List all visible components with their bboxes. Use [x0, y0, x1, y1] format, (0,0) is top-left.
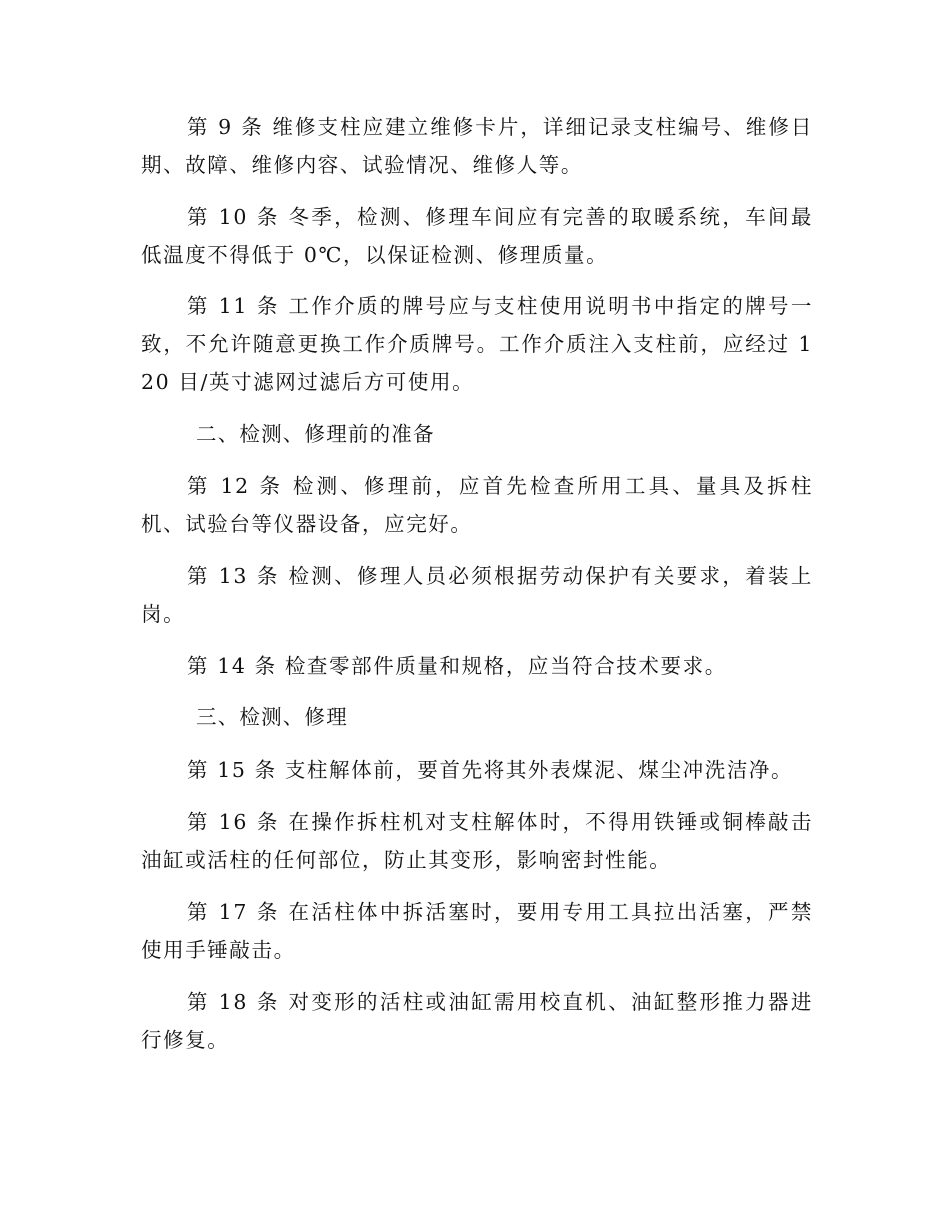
article-13: 第 13 条 检测、修理人员必须根据劳动保护有关要求，着装上岗。: [141, 564, 813, 626]
article-17: 第 17 条 在活柱体中拆活塞时，要用专用工具拉出活塞，严禁使用手锤敲击。: [141, 900, 813, 962]
article-12: 第 12 条 检测、修理前，应首先检查所用工具、量具及拆柱机、试验台等仪器设备，应完好。: [141, 474, 813, 536]
section-heading-2: 二、检测、修理前的准备: [196, 422, 435, 446]
article-16: 第 16 条 在操作拆柱机对支柱解体时，不得用铁锤或铜棒敲击油缸或活柱的任何部位，防止其变形，影响密封性能。: [141, 810, 813, 872]
section-heading-3: 三、检测、修理: [196, 705, 348, 729]
article-15: 第 15 条 支柱解体前，要首先将其外表煤泥、煤尘冲洗洁净。: [187, 758, 794, 782]
article-10: 第 10 条 冬季，检测、修理车间应有完善的取暖系统，车间最低温度不得低于 0℃，以保证检测、修理质量。: [141, 205, 813, 267]
article-9: 第 9 条 维修支柱应建立维修卡片，详细记录支柱编号、维修日期、故障、维修内容、试验情况、维修人等。: [141, 115, 813, 177]
article-18: 第 18 条 对变形的活柱或油缸需用校直机、油缸整形推力器进行修复。: [141, 990, 813, 1052]
article-14: 第 14 条 检查零部件质量和规格，应当符合技术要求。: [187, 654, 727, 678]
article-11: 第 11 条 工作介质的牌号应与支柱使用说明书中指定的牌号一致，不允许随意更换工作介质牌号。工作介质注入支柱前，应经过 120 目/英寸滤网过滤后方可使用。: [141, 294, 813, 394]
